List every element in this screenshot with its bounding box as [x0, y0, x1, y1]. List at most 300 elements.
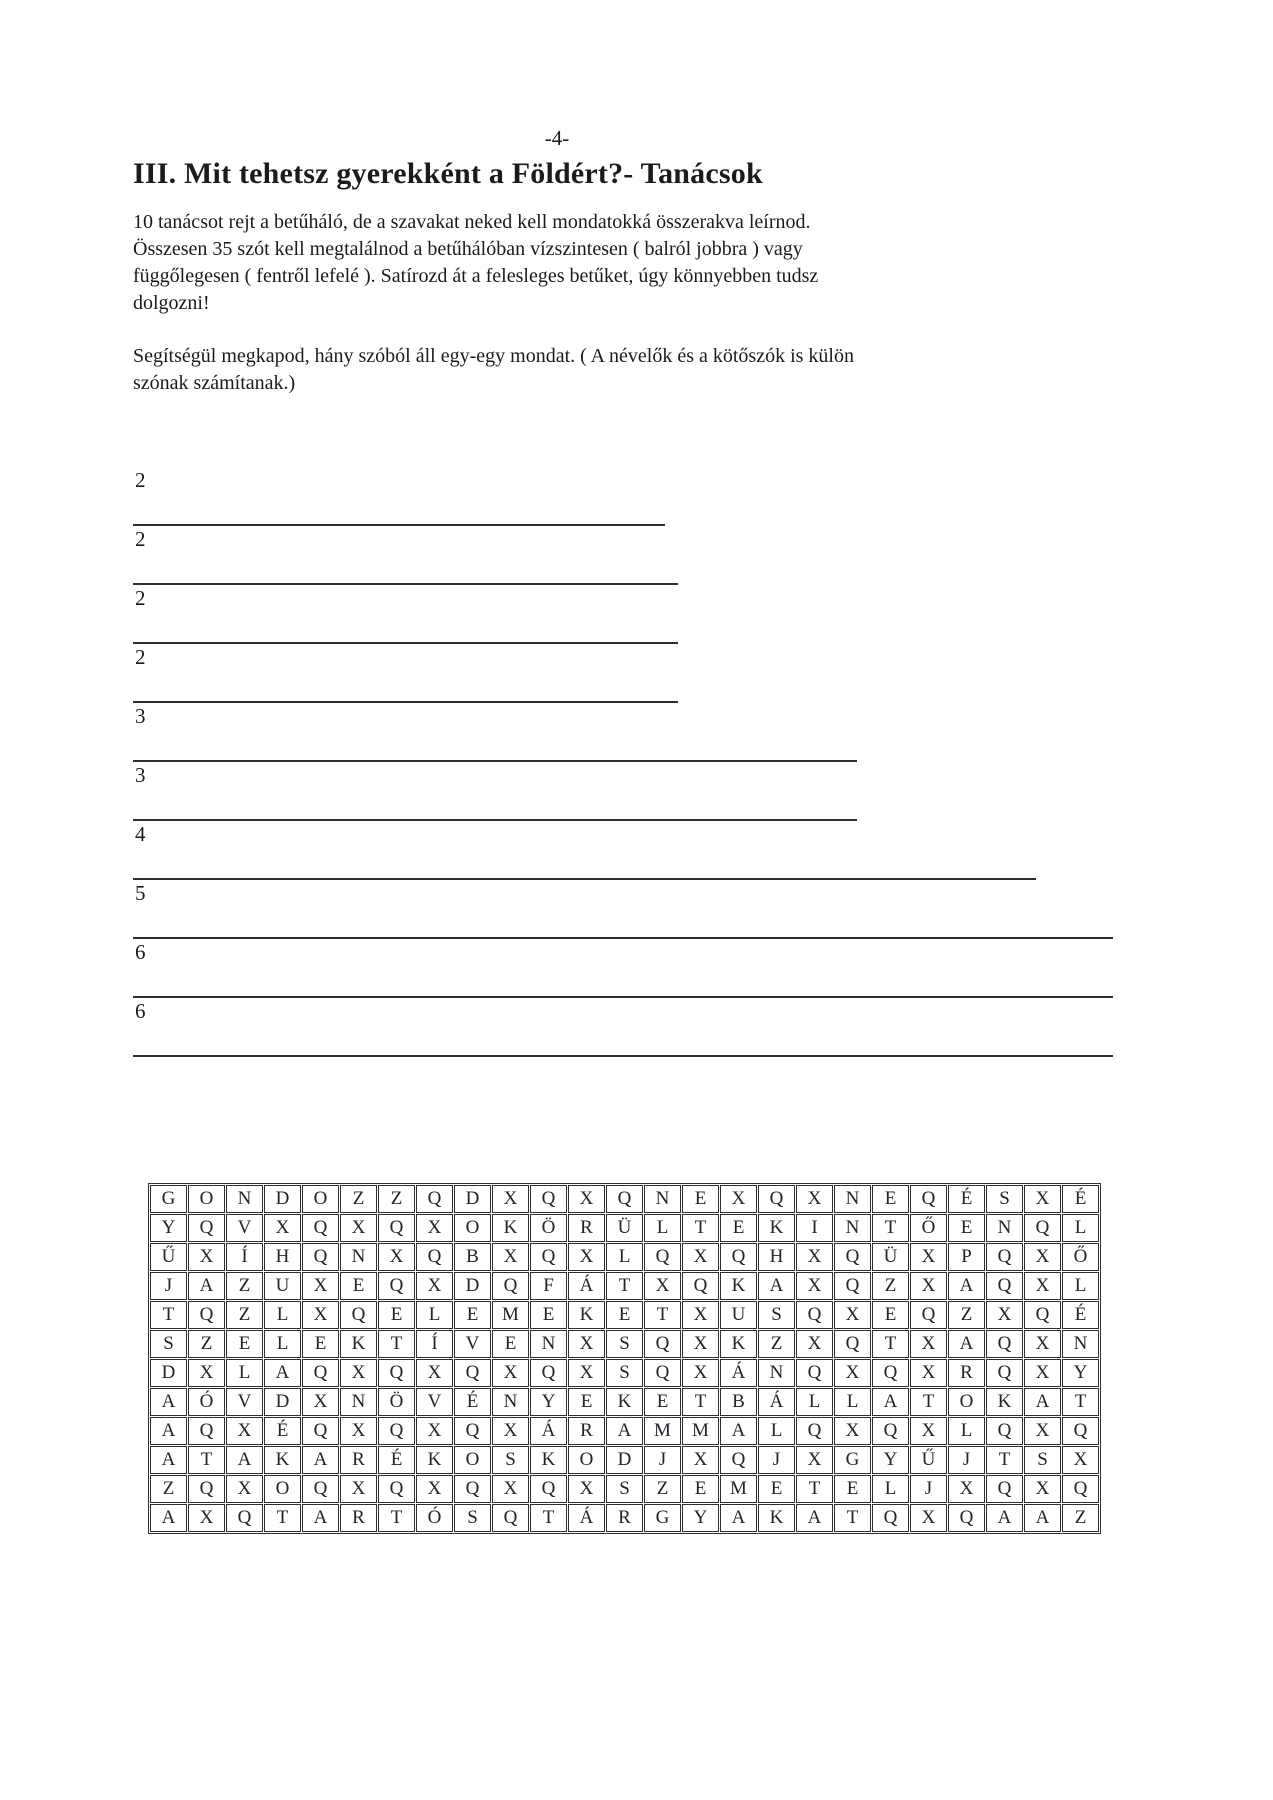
- grid-cell: X: [492, 1185, 529, 1213]
- grid-cell: Ö: [530, 1214, 567, 1242]
- grid-cell: X: [1024, 1330, 1061, 1358]
- grid-cell: G: [834, 1446, 871, 1474]
- answer-item: [133, 1000, 981, 1059]
- grid-cell: O: [948, 1388, 985, 1416]
- grid-cell: X: [910, 1417, 947, 1445]
- grid-cell: X: [1024, 1243, 1061, 1271]
- grid-cell: O: [264, 1475, 301, 1503]
- grid-cell: X: [568, 1475, 605, 1503]
- grid-cell: S: [150, 1330, 187, 1358]
- grid-cell: X: [834, 1301, 871, 1329]
- grid-cell: X: [340, 1417, 377, 1445]
- answer-word-count: 2: [135, 586, 146, 610]
- grid-cell: A: [606, 1417, 643, 1445]
- word-search-grid-wrap: [148, 1183, 1101, 1534]
- hint-paragraph: [133, 343, 981, 397]
- grid-cell: Q: [986, 1475, 1023, 1503]
- answer-word-count: 6: [135, 999, 146, 1023]
- grid-cell: R: [606, 1504, 643, 1532]
- grid-cell: X: [416, 1214, 453, 1242]
- answer-word-count: 3: [135, 704, 146, 728]
- grid-cell: Q: [720, 1446, 757, 1474]
- grid-cell: X: [986, 1301, 1023, 1329]
- grid-cell: X: [416, 1417, 453, 1445]
- grid-cell: E: [226, 1330, 263, 1358]
- grid-cell: T: [150, 1301, 187, 1329]
- grid-cell: E: [530, 1301, 567, 1329]
- grid-cell: K: [492, 1214, 529, 1242]
- grid-cell: A: [150, 1446, 187, 1474]
- grid-cell: J: [644, 1446, 681, 1474]
- grid-cell: K: [264, 1446, 301, 1474]
- grid-cell: V: [454, 1330, 491, 1358]
- grid-cell: T: [872, 1330, 909, 1358]
- grid-cell: Q: [302, 1359, 339, 1387]
- grid-cell: X: [910, 1330, 947, 1358]
- grid-cell: D: [454, 1185, 491, 1213]
- grid-cell: A: [150, 1504, 187, 1532]
- grid-cell: Á: [720, 1359, 757, 1387]
- grid-cell: E: [948, 1214, 985, 1242]
- grid-cell: X: [682, 1243, 719, 1271]
- grid-cell: H: [758, 1243, 795, 1271]
- grid-cell: X: [416, 1272, 453, 1300]
- grid-cell: Q: [530, 1475, 567, 1503]
- word-search-grid: [148, 1183, 1101, 1534]
- grid-cell: Q: [834, 1243, 871, 1271]
- grid-cell: X: [834, 1359, 871, 1387]
- grid-cell: X: [796, 1272, 833, 1300]
- grid-row: [150, 1446, 1099, 1474]
- grid-cell: Q: [758, 1185, 795, 1213]
- grid-cell: A: [720, 1417, 757, 1445]
- section-title: III. Mit tehetsz gyerekként a Földért?- Tanácsok: [133, 157, 763, 190]
- grid-row: [150, 1243, 1099, 1271]
- grid-row: [150, 1185, 1099, 1213]
- answer-item: [133, 469, 981, 528]
- grid-cell: S: [1024, 1446, 1061, 1474]
- grid-cell: Z: [150, 1475, 187, 1503]
- answer-blank-line: [133, 1055, 1113, 1057]
- grid-cell: A: [302, 1446, 339, 1474]
- grid-cell: Z: [226, 1272, 263, 1300]
- grid-cell: M: [720, 1475, 757, 1503]
- grid-cell: P: [948, 1243, 985, 1271]
- grid-cell: S: [606, 1475, 643, 1503]
- answer-blank-line: [133, 878, 1036, 880]
- grid-cell: Z: [758, 1330, 795, 1358]
- grid-cell: K: [720, 1272, 757, 1300]
- grid-cell: Q: [530, 1359, 567, 1387]
- answer-blank-line: [133, 642, 678, 644]
- grid-cell: Á: [568, 1504, 605, 1532]
- grid-cell: Q: [378, 1417, 415, 1445]
- grid-cell: Í: [226, 1243, 263, 1271]
- grid-cell: X: [416, 1475, 453, 1503]
- answer-word-count: 4: [135, 822, 146, 846]
- grid-cell: Q: [682, 1272, 719, 1300]
- grid-cell: Q: [226, 1504, 263, 1532]
- grid-cell: Q: [910, 1185, 947, 1213]
- grid-cell: N: [986, 1214, 1023, 1242]
- grid-cell: X: [682, 1359, 719, 1387]
- grid-cell: A: [986, 1504, 1023, 1532]
- grid-cell: U: [264, 1272, 301, 1300]
- text-line: Segítségül megkapod, hány szóból áll egy-egy mondat. ( A névelők és a kötőszók is külön: [133, 345, 854, 367]
- answer-word-count: 5: [135, 881, 146, 905]
- text-line: 10 tanácsot rejt a betűháló, de a szavakat neked kell mondatokká összerakva leírnod.: [133, 211, 811, 233]
- grid-cell: X: [910, 1272, 947, 1300]
- grid-cell: Á: [530, 1417, 567, 1445]
- grid-cell: Q: [834, 1330, 871, 1358]
- grid-cell: E: [682, 1475, 719, 1503]
- grid-cell: Z: [226, 1301, 263, 1329]
- grid-cell: N: [226, 1185, 263, 1213]
- grid-cell: Ó: [188, 1388, 225, 1416]
- grid-cell: M: [644, 1417, 681, 1445]
- grid-cell: N: [834, 1185, 871, 1213]
- grid-row: [150, 1272, 1099, 1300]
- grid-cell: E: [302, 1330, 339, 1358]
- grid-cell: Q: [948, 1504, 985, 1532]
- grid-row: [150, 1417, 1099, 1445]
- text-line: függőlegesen ( fentről lefelé ). Satírozd át a felesleges betűket, úgy könnyebben tudsz: [133, 265, 819, 287]
- grid-cell: T: [264, 1504, 301, 1532]
- intro-paragraph: [133, 209, 981, 317]
- text-line: Összesen 35 szót kell megtalálnod a betűhálóban vízszintesen ( balról jobbra ) vagy: [133, 238, 803, 260]
- grid-cell: O: [454, 1446, 491, 1474]
- grid-cell: K: [416, 1446, 453, 1474]
- grid-cell: X: [492, 1417, 529, 1445]
- grid-cell: K: [606, 1388, 643, 1416]
- grid-cell: Z: [188, 1330, 225, 1358]
- grid-cell: K: [758, 1214, 795, 1242]
- grid-cell: E: [872, 1185, 909, 1213]
- grid-cell: J: [150, 1272, 187, 1300]
- grid-cell: E: [492, 1330, 529, 1358]
- grid-cell: L: [644, 1214, 681, 1242]
- grid-cell: E: [872, 1301, 909, 1329]
- grid-cell: U: [720, 1301, 757, 1329]
- grid-cell: D: [606, 1446, 643, 1474]
- grid-cell: X: [682, 1446, 719, 1474]
- grid-cell: Z: [340, 1185, 377, 1213]
- grid-cell: A: [948, 1272, 985, 1300]
- grid-cell: E: [606, 1301, 643, 1329]
- grid-cell: Ű: [910, 1446, 947, 1474]
- grid-cell: L: [948, 1417, 985, 1445]
- grid-cell: Z: [1062, 1504, 1099, 1532]
- grid-cell: Q: [644, 1359, 681, 1387]
- grid-cell: Q: [1062, 1475, 1099, 1503]
- grid-cell: E: [340, 1272, 377, 1300]
- grid-cell: X: [796, 1243, 833, 1271]
- grid-cell: Á: [758, 1388, 795, 1416]
- grid-cell: R: [340, 1446, 377, 1474]
- grid-cell: Q: [378, 1272, 415, 1300]
- grid-cell: E: [568, 1388, 605, 1416]
- grid-cell: J: [758, 1446, 795, 1474]
- grid-cell: X: [492, 1359, 529, 1387]
- grid-cell: Y: [1062, 1359, 1099, 1387]
- grid-cell: Q: [416, 1243, 453, 1271]
- grid-cell: X: [188, 1243, 225, 1271]
- grid-cell: A: [720, 1504, 757, 1532]
- grid-cell: D: [454, 1272, 491, 1300]
- grid-cell: X: [302, 1388, 339, 1416]
- answer-blank-line: [133, 701, 678, 703]
- grid-cell: Q: [796, 1359, 833, 1387]
- grid-cell: Q: [872, 1359, 909, 1387]
- grid-cell: E: [682, 1185, 719, 1213]
- answer-word-count: 2: [135, 468, 146, 492]
- grid-cell: Ü: [606, 1214, 643, 1242]
- grid-cell: A: [758, 1272, 795, 1300]
- grid-cell: X: [910, 1504, 947, 1532]
- grid-cell: Í: [416, 1330, 453, 1358]
- grid-cell: A: [150, 1417, 187, 1445]
- grid-cell: Q: [302, 1475, 339, 1503]
- grid-cell: K: [986, 1388, 1023, 1416]
- grid-cell: V: [416, 1388, 453, 1416]
- grid-cell: L: [606, 1243, 643, 1271]
- grid-cell: Q: [454, 1417, 491, 1445]
- grid-cell: N: [834, 1214, 871, 1242]
- grid-cell: K: [758, 1504, 795, 1532]
- grid-row: [150, 1475, 1099, 1503]
- grid-cell: N: [492, 1388, 529, 1416]
- grid-cell: Ű: [150, 1243, 187, 1271]
- grid-cell: Q: [1024, 1214, 1061, 1242]
- grid-cell: T: [872, 1214, 909, 1242]
- grid-cell: Q: [834, 1272, 871, 1300]
- grid-cell: D: [264, 1185, 301, 1213]
- grid-cell: L: [264, 1330, 301, 1358]
- grid-cell: Q: [1024, 1301, 1061, 1329]
- page-number: -4-: [544, 126, 570, 150]
- grid-cell: Q: [796, 1301, 833, 1329]
- grid-cell: J: [910, 1475, 947, 1503]
- grid-cell: X: [568, 1185, 605, 1213]
- grid-cell: Q: [378, 1214, 415, 1242]
- grid-cell: A: [1024, 1504, 1061, 1532]
- grid-cell: Q: [986, 1243, 1023, 1271]
- grid-cell: E: [834, 1475, 871, 1503]
- grid-cell: X: [568, 1330, 605, 1358]
- grid-cell: É: [264, 1417, 301, 1445]
- grid-cell: M: [682, 1417, 719, 1445]
- grid-cell: X: [796, 1446, 833, 1474]
- grid-cell: E: [454, 1301, 491, 1329]
- answer-word-count: 2: [135, 645, 146, 669]
- grid-cell: K: [568, 1301, 605, 1329]
- grid-cell: X: [302, 1272, 339, 1300]
- grid-cell: Á: [568, 1272, 605, 1300]
- grid-cell: Q: [530, 1185, 567, 1213]
- grid-cell: B: [454, 1243, 491, 1271]
- grid-cell: E: [720, 1214, 757, 1242]
- grid-cell: T: [682, 1214, 719, 1242]
- grid-cell: Z: [378, 1185, 415, 1213]
- grid-cell: L: [872, 1475, 909, 1503]
- grid-cell: A: [150, 1388, 187, 1416]
- grid-cell: É: [1062, 1301, 1099, 1329]
- grid-cell: T: [188, 1446, 225, 1474]
- grid-cell: Q: [188, 1214, 225, 1242]
- grid-cell: Q: [720, 1243, 757, 1271]
- grid-cell: X: [302, 1301, 339, 1329]
- grid-cell: Q: [188, 1301, 225, 1329]
- grid-cell: H: [264, 1243, 301, 1271]
- grid-cell: O: [302, 1185, 339, 1213]
- grid-cell: O: [568, 1446, 605, 1474]
- answer-blank-line: [133, 760, 857, 762]
- answer-item: [133, 823, 981, 882]
- grid-cell: N: [340, 1388, 377, 1416]
- answer-blank-line: [133, 583, 678, 585]
- grid-cell: É: [1062, 1185, 1099, 1213]
- grid-cell: S: [606, 1359, 643, 1387]
- grid-cell: S: [986, 1185, 1023, 1213]
- answer-word-count: 2: [135, 527, 146, 551]
- grid-cell: Q: [302, 1243, 339, 1271]
- grid-cell: A: [1024, 1388, 1061, 1416]
- grid-cell: Q: [454, 1475, 491, 1503]
- grid-cell: S: [606, 1330, 643, 1358]
- answer-item: [133, 941, 981, 1000]
- answer-word-count: 6: [135, 940, 146, 964]
- grid-cell: L: [264, 1301, 301, 1329]
- grid-cell: Q: [302, 1214, 339, 1242]
- grid-cell: T: [378, 1330, 415, 1358]
- grid-cell: Q: [188, 1417, 225, 1445]
- grid-cell: Z: [872, 1272, 909, 1300]
- grid-cell: Z: [644, 1475, 681, 1503]
- grid-cell: X: [1024, 1359, 1061, 1387]
- grid-cell: Q: [872, 1504, 909, 1532]
- grid-cell: V: [226, 1214, 263, 1242]
- grid-cell: Q: [492, 1504, 529, 1532]
- grid-cell: K: [530, 1446, 567, 1474]
- grid-cell: Y: [682, 1504, 719, 1532]
- grid-cell: Q: [796, 1417, 833, 1445]
- grid-cell: T: [986, 1446, 1023, 1474]
- grid-cell: X: [340, 1475, 377, 1503]
- grid-cell: G: [150, 1185, 187, 1213]
- grid-cell: X: [720, 1185, 757, 1213]
- grid-cell: B: [720, 1388, 757, 1416]
- grid-cell: T: [834, 1504, 871, 1532]
- grid-cell: N: [1062, 1330, 1099, 1358]
- grid-cell: L: [416, 1301, 453, 1329]
- grid-cell: Q: [644, 1243, 681, 1271]
- text-line: szónak számítanak.): [133, 372, 296, 394]
- grid-cell: Q: [986, 1359, 1023, 1387]
- grid-cell: R: [948, 1359, 985, 1387]
- grid-cell: E: [644, 1388, 681, 1416]
- grid-cell: X: [226, 1417, 263, 1445]
- grid-cell: X: [188, 1504, 225, 1532]
- grid-cell: X: [1024, 1185, 1061, 1213]
- grid-cell: Z: [948, 1301, 985, 1329]
- grid-cell: T: [910, 1388, 947, 1416]
- text-line: dolgozni!: [133, 292, 210, 314]
- grid-cell: X: [340, 1359, 377, 1387]
- grid-cell: D: [264, 1388, 301, 1416]
- grid-cell: Q: [378, 1475, 415, 1503]
- grid-cell: Q: [416, 1185, 453, 1213]
- grid-cell: Ó: [416, 1504, 453, 1532]
- answer-blank-line: [133, 996, 1113, 998]
- grid-cell: Q: [1062, 1417, 1099, 1445]
- grid-cell: X: [682, 1330, 719, 1358]
- answer-item: [133, 646, 981, 705]
- grid-cell: G: [644, 1504, 681, 1532]
- grid-cell: Y: [150, 1214, 187, 1242]
- grid-cell: X: [644, 1272, 681, 1300]
- grid-cell: T: [796, 1475, 833, 1503]
- grid-cell: X: [834, 1417, 871, 1445]
- grid-cell: X: [1062, 1446, 1099, 1474]
- grid-cell: N: [644, 1185, 681, 1213]
- grid-cell: T: [530, 1504, 567, 1532]
- grid-cell: R: [568, 1214, 605, 1242]
- grid-cell: X: [682, 1301, 719, 1329]
- grid-cell: X: [910, 1359, 947, 1387]
- grid-cell: A: [796, 1504, 833, 1532]
- grid-cell: Ö: [378, 1388, 415, 1416]
- grid-cell: Q: [872, 1417, 909, 1445]
- grid-row: [150, 1330, 1099, 1358]
- grid-cell: D: [150, 1359, 187, 1387]
- grid-cell: M: [492, 1301, 529, 1329]
- grid-cell: X: [910, 1243, 947, 1271]
- grid-cell: L: [1062, 1214, 1099, 1242]
- grid-cell: Ő: [910, 1214, 947, 1242]
- grid-cell: X: [340, 1214, 377, 1242]
- grid-cell: X: [1024, 1272, 1061, 1300]
- grid-cell: X: [378, 1243, 415, 1271]
- grid-cell: K: [340, 1330, 377, 1358]
- answer-item: [133, 764, 981, 823]
- answer-list: [133, 469, 981, 1059]
- grid-cell: Q: [644, 1330, 681, 1358]
- grid-cell: X: [948, 1475, 985, 1503]
- grid-cell: Q: [492, 1272, 529, 1300]
- grid-row: [150, 1388, 1099, 1416]
- grid-cell: S: [454, 1504, 491, 1532]
- grid-cell: X: [796, 1185, 833, 1213]
- grid-cell: N: [340, 1243, 377, 1271]
- grid-cell: L: [758, 1417, 795, 1445]
- grid-cell: T: [644, 1301, 681, 1329]
- grid-cell: X: [492, 1475, 529, 1503]
- grid-cell: O: [188, 1185, 225, 1213]
- grid-row: [150, 1214, 1099, 1242]
- grid-cell: T: [682, 1388, 719, 1416]
- answer-blank-line: [133, 819, 857, 821]
- answer-item: [133, 587, 981, 646]
- grid-cell: E: [378, 1301, 415, 1329]
- grid-row: [150, 1301, 1099, 1329]
- grid-cell: X: [226, 1475, 263, 1503]
- grid-cell: X: [568, 1359, 605, 1387]
- grid-cell: X: [1024, 1417, 1061, 1445]
- grid-cell: A: [872, 1388, 909, 1416]
- grid-cell: A: [264, 1359, 301, 1387]
- grid-cell: J: [948, 1446, 985, 1474]
- grid-cell: N: [530, 1330, 567, 1358]
